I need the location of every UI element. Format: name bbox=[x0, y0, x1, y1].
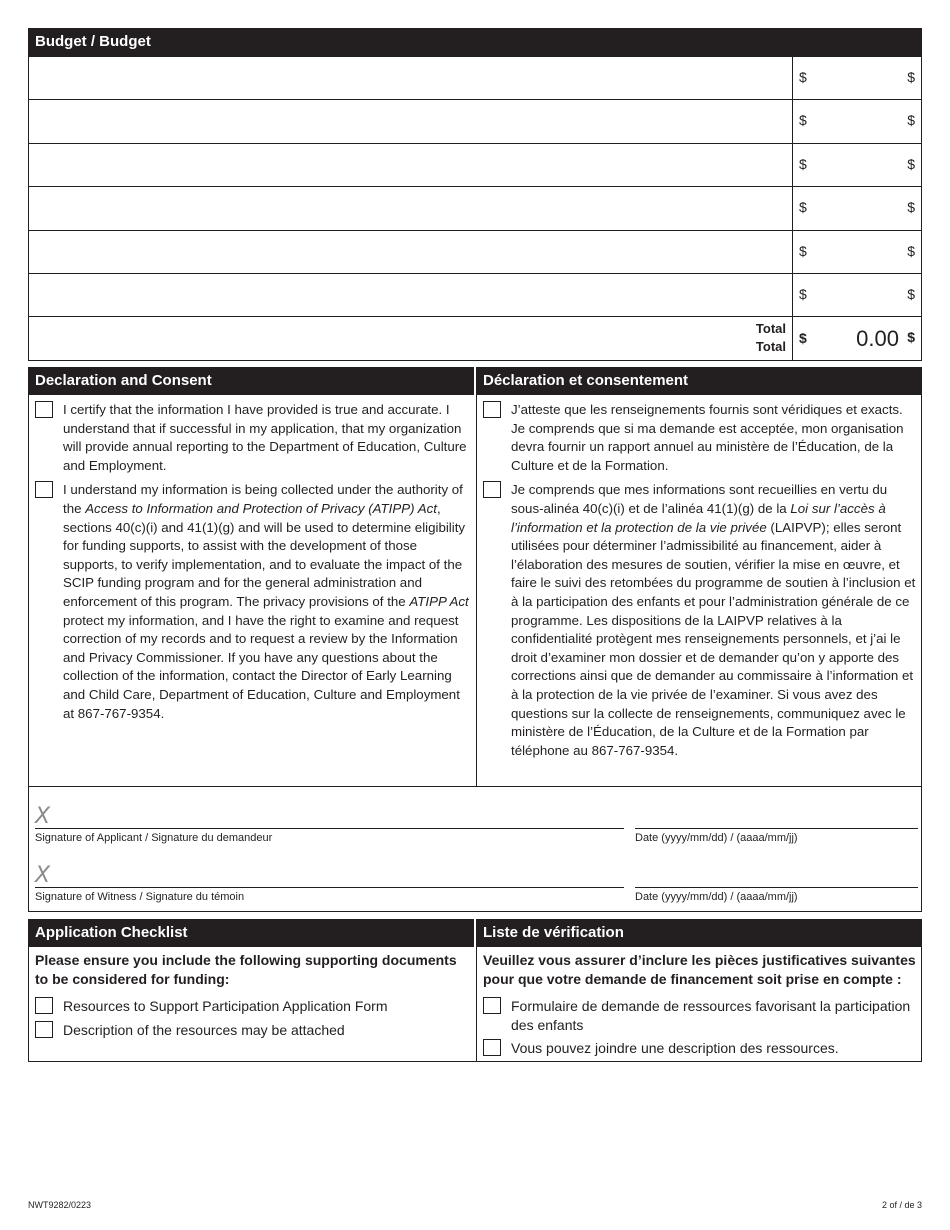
total-value: 0.00 bbox=[856, 326, 899, 352]
declaration-col-fr bbox=[476, 395, 923, 786]
budget-header: Budget / Budget bbox=[28, 28, 922, 56]
privacy-text-en bbox=[63, 481, 470, 723]
signature-area bbox=[29, 786, 921, 911]
budget-row bbox=[29, 99, 921, 142]
checklist-item bbox=[35, 997, 470, 1016]
currency-symbol: $ bbox=[799, 242, 807, 259]
atipp-act-title: Access to Information and Protection of Privacy (ATIPP) Act bbox=[85, 500, 437, 516]
certify-checkbox-fr[interactable] bbox=[483, 401, 501, 418]
budget-total-field bbox=[793, 317, 921, 360]
checklist-checkbox[interactable] bbox=[35, 997, 53, 1014]
checklist-item-label: Resources to Support Participation Application Form bbox=[63, 998, 388, 1014]
currency-symbol: $ bbox=[799, 112, 807, 129]
declaration-body bbox=[29, 395, 921, 786]
budget-section bbox=[28, 28, 922, 361]
budget-description-field[interactable] bbox=[29, 144, 793, 186]
budget-description-field[interactable] bbox=[29, 57, 793, 99]
checklist-item bbox=[483, 1039, 917, 1058]
checklist-item-label: Formulaire de demande de ressources favorisant la participation des enfants bbox=[511, 998, 911, 1033]
applicant-signature-label: Signature of Applicant / Signature du demandeur bbox=[35, 832, 273, 844]
budget-row bbox=[29, 273, 921, 316]
certify-checkbox-en[interactable] bbox=[35, 401, 53, 418]
budget-description-field[interactable] bbox=[29, 231, 793, 273]
total-label-fr: Total bbox=[755, 339, 786, 355]
checklist-body bbox=[29, 947, 921, 1061]
declaration-section bbox=[28, 367, 922, 912]
declaration-header-fr: Déclaration et consentement bbox=[474, 367, 922, 395]
checklist-intro-fr: Veuillez vous assurer d’inclure les pièces justificatives suivantes pour que votre demande de financement soit prise en compte : bbox=[483, 952, 916, 987]
currency-symbol: $ bbox=[907, 155, 915, 172]
budget-amount-field[interactable] bbox=[793, 100, 921, 142]
privacy-text-part: I understand my information is being collected under the authority of the bbox=[63, 482, 463, 516]
checklist-header-en: Application Checklist bbox=[28, 919, 474, 947]
budget-total-row bbox=[29, 316, 921, 360]
currency-symbol: $ bbox=[907, 112, 915, 129]
currency-symbol: $ bbox=[799, 69, 807, 85]
currency-symbol: $ bbox=[907, 69, 915, 85]
privacy-checkbox-fr[interactable] bbox=[483, 481, 501, 498]
atipp-act-short: ATIPP Act bbox=[409, 593, 469, 609]
privacy-text-part: , sections 40(c)(i) and 41(1)(g) and will be used to determine eligibility for funding supports, to assist with the development of those supports, to verify implementation, and to evaluate the impact of the SCIP funding program and for the general administration and enforcement of this program. The privacy provisions of the bbox=[63, 500, 466, 609]
currency-symbol: $ bbox=[799, 285, 807, 302]
checklist-col-fr bbox=[476, 947, 923, 1061]
checklist-checkbox[interactable] bbox=[483, 1039, 501, 1056]
checklist-intro-en: Please ensure you include the following supporting documents to be considered for funding: bbox=[35, 952, 457, 987]
page-number: 2 of / de 3 bbox=[881, 1200, 922, 1210]
budget-description-field[interactable] bbox=[29, 274, 793, 316]
total-label bbox=[756, 320, 786, 356]
checklist-section bbox=[28, 919, 922, 1062]
certify-text-en: I certify that the information I have provided is true and accurate. I understand that if successful in my application, that my organization will provide annual reporting to the Department of Education, Culture and Employment. bbox=[63, 402, 467, 473]
certify-text-fr: J’atteste que les renseignements fournis sont véridiques et exacts. Je comprends que si ma demande est acceptée, mon organisation devra fournir un rapport annuel au ministère de l’Éducation, de la Culture et de la Formation. bbox=[511, 402, 904, 473]
total-label-cell bbox=[29, 317, 793, 360]
currency-symbol: $ bbox=[907, 329, 915, 346]
budget-row bbox=[29, 143, 921, 186]
budget-row bbox=[29, 56, 921, 99]
privacy-text-part: protect my information, and I have the right to examine and request correction of my records and to request a review by the Information and Privacy Commissioner. If you have any questions about the collection of the information, contact the Director of Early Learning and Child Care, Department of Education, Culture and Employment at 867-767-9354. bbox=[63, 612, 460, 721]
total-label-en: Total bbox=[755, 321, 786, 337]
currency-symbol: $ bbox=[799, 155, 807, 172]
date-line bbox=[635, 828, 918, 829]
checklist-col-en bbox=[29, 947, 476, 1061]
budget-row bbox=[29, 230, 921, 273]
declaration-header-en: Declaration and Consent bbox=[28, 367, 474, 395]
budget-amount-field[interactable] bbox=[793, 274, 921, 316]
privacy-text-fr bbox=[511, 481, 917, 760]
checklist-header bbox=[28, 919, 922, 947]
currency-symbol: $ bbox=[907, 242, 915, 259]
signature-line bbox=[35, 828, 624, 829]
budget-description-field[interactable] bbox=[29, 187, 793, 229]
budget-row bbox=[29, 186, 921, 229]
budget-amount-field[interactable] bbox=[793, 57, 921, 99]
signature-x-mark: X bbox=[35, 863, 51, 888]
currency-symbol: $ bbox=[907, 285, 915, 302]
budget-amount-field[interactable] bbox=[793, 231, 921, 273]
checklist-item-label: Vous pouvez joindre une description des ressources. bbox=[511, 1040, 839, 1056]
date-line bbox=[635, 887, 918, 888]
checklist-item bbox=[35, 1021, 470, 1040]
currency-symbol: $ bbox=[907, 199, 915, 216]
laipvp-act-title: Loi sur l’accès à l’information et la protection de la vie privée bbox=[511, 500, 886, 535]
signature-line bbox=[35, 887, 624, 888]
witness-signature-label: Signature of Witness / Signature du témoin bbox=[35, 891, 245, 903]
declaration-col-en bbox=[29, 395, 476, 786]
checklist-checkbox[interactable] bbox=[35, 1021, 53, 1038]
privacy-text-part: (LAIPVP); elles seront utilisées pour déterminer l’admissibilité au financement, aider à l’élaboration des mesures de soutien, vérifier la mise en œuvre, et faire le suivi des retombées du programme de soutien à l’inclusion et à la participation des enfants et pour l’administration générale de ce programme. Les dispositions de la LAIPVP relatives à la confidentialité protègent mes renseignements personnels, et j’ai le droit d’examiner mon dossier et de demander qu’on y apporte des corrections ainsi que de demander au commissaire à l’information et à la protection de la vie privée de l’examiner. Si vous avez des questions sur la collecte de renseignements, communiquez avec le ministère de l’Éducation, de la Culture et de la Formation par téléphone au 867-767-9354. bbox=[511, 519, 916, 758]
currency-symbol: $ bbox=[799, 199, 807, 216]
form-number: NWT9282/0223 bbox=[28, 1200, 92, 1210]
checklist-item bbox=[483, 997, 917, 1034]
budget-amount-field[interactable] bbox=[793, 144, 921, 186]
consent-item bbox=[35, 401, 470, 475]
declaration-header bbox=[28, 367, 922, 395]
consent-item bbox=[35, 481, 470, 723]
budget-description-field[interactable] bbox=[29, 100, 793, 142]
checklist-header-fr: Liste de vérification bbox=[474, 919, 922, 947]
date-label: Date (yyyy/mm/dd) / (aaaa/mm/jj) bbox=[635, 891, 798, 903]
budget-amount-field[interactable] bbox=[793, 187, 921, 229]
currency-symbol: $ bbox=[799, 330, 807, 347]
privacy-text-part: Je comprends que mes informations sont recueillies en vertu du sous-alinéa 40(c)(i) et de l’alinéa 41(1)(g) de la bbox=[511, 482, 888, 516]
consent-item bbox=[483, 401, 917, 475]
checklist-item-label: Description of the resources may be attached bbox=[63, 1021, 345, 1038]
date-label: Date (yyyy/mm/dd) / (aaaa/mm/jj) bbox=[635, 832, 798, 844]
signature-x-mark: X bbox=[35, 804, 51, 829]
checklist-checkbox[interactable] bbox=[483, 997, 501, 1014]
privacy-checkbox-en[interactable] bbox=[35, 481, 53, 498]
consent-item bbox=[483, 481, 917, 760]
